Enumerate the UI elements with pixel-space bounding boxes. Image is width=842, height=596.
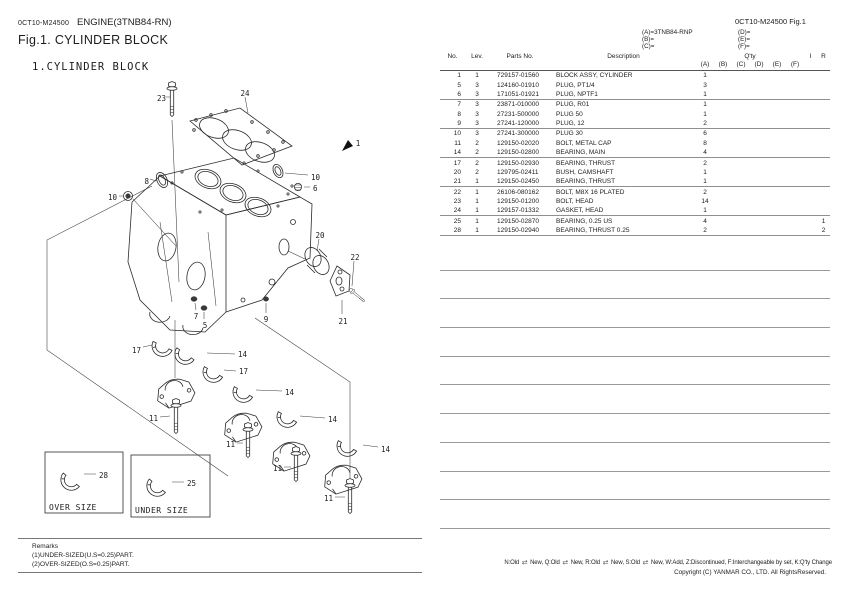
cell-no: 28 (453, 226, 461, 234)
table-row (440, 216, 830, 226)
cell-part-no: 129150-02930 (497, 159, 539, 167)
document-code: 0CT10-M24500 (18, 20, 70, 27)
cell-part-no: 23871-010000 (497, 101, 539, 109)
callout-11: 11 (148, 414, 158, 423)
cell-part-no: 129157-01332 (497, 207, 539, 215)
col-header-qty-f: (F) (790, 61, 800, 68)
callout-17: 17 (131, 346, 141, 355)
cell-lev: 1 (475, 226, 479, 234)
legend-text: New, S:Old (610, 560, 640, 566)
cell-lev: 2 (475, 140, 479, 148)
table-row (440, 187, 830, 197)
legend-text: New, Q:Old (530, 560, 560, 566)
cell-part-no: 129150-02870 (497, 217, 539, 225)
callout-17: 17 (239, 367, 249, 376)
head-bolt-illustration (167, 82, 177, 117)
col-header-qty-a: (A) (700, 61, 710, 68)
cell-desc: BEARING, THRUST 0.25 (556, 226, 630, 234)
callout-14: 14 (238, 350, 248, 359)
cell-qty-a: 2 (703, 188, 707, 196)
cell-part-no: 129150-02020 (497, 140, 539, 148)
callout-11: 11 (323, 494, 333, 503)
cell-lev: 3 (475, 82, 479, 90)
engine-title: ENGINE(3TNB84-RN) (77, 17, 172, 28)
callout-10: 10 (107, 193, 117, 202)
cell-desc: PLUG, 12 (556, 120, 585, 128)
col-header-i: I (809, 53, 812, 60)
cell-no: 25 (453, 217, 461, 225)
cell-qty-a: 3 (703, 82, 707, 90)
code-c: (C)= (642, 43, 655, 50)
old-new-swap-icon: ⇄ (602, 559, 609, 567)
cell-qty-a: 4 (703, 149, 707, 157)
cell-lev: 1 (475, 198, 479, 206)
under-size-label: UNDER SIZE (135, 506, 189, 515)
cell-qty-a: 14 (701, 198, 709, 206)
table-row (440, 100, 830, 110)
col-header-parts: Parts No. (506, 53, 534, 60)
model-codes-abc (642, 29, 693, 50)
cell-part-no: 27241-300000 (497, 130, 539, 138)
col-header-qty-e: (E) (772, 61, 782, 68)
cylinder-block-exploded-diagram (0, 50, 430, 530)
cylinder-block-illustration (128, 158, 312, 335)
cell-part-no: 129795-02411 (497, 169, 539, 177)
col-header-qty-c: (C) (736, 61, 746, 68)
cell-qty-a: 2 (703, 120, 707, 128)
table-row (440, 149, 830, 159)
cell-no: 6 (457, 91, 461, 99)
table-row (440, 207, 830, 217)
legend-text: New, W:Add, Z:Discontinued, F:Interchangeable by set, K:Q'ty Change (650, 560, 832, 566)
cell-no: 14 (453, 149, 461, 157)
copyright-text: Copyright (C) YANMAR CO., LTD. All RightsReserved. (674, 569, 826, 576)
cell-no: 11 (454, 140, 461, 148)
head-gasket-illustration (190, 108, 292, 166)
over-size-label: OVER SIZE (49, 503, 97, 512)
under-size-box (131, 455, 210, 517)
cell-part-no: 27241-120000 (497, 120, 539, 128)
cell-part-no: 129150-02450 (497, 178, 539, 186)
header-left (18, 12, 172, 47)
diagram-section-title: 1.CYLINDER BLOCK (32, 61, 150, 73)
cell-qty-a: 1 (703, 101, 707, 109)
table-row (440, 110, 830, 120)
cup-plug-10-right (271, 163, 285, 179)
table-row (440, 226, 830, 236)
callout-23: 23 (156, 94, 166, 103)
cell-part-no: 129150-02800 (497, 149, 539, 157)
old-new-swap-icon: ⇄ (521, 559, 528, 567)
cell-desc: BOLT, HEAD (556, 198, 594, 206)
cell-desc: GASKET, HEAD (556, 207, 604, 215)
col-header-lev: Lev. (471, 53, 483, 60)
cell-part-no: 729157-01560 (497, 72, 539, 80)
plug-6 (294, 183, 301, 190)
table-row (440, 90, 830, 100)
plug-10-left (124, 192, 133, 201)
cell-no: 23 (453, 198, 461, 206)
cell-lev: 3 (475, 91, 479, 99)
table-row (440, 119, 830, 129)
cell-no: 10 (453, 130, 461, 138)
callout-7: 7 (193, 312, 199, 321)
code-a: (A)=3TNB84-RNP (642, 29, 693, 36)
cell-lev: 1 (475, 72, 479, 80)
callout-11: 11 (225, 440, 235, 449)
plate-bolt-illustration (348, 287, 366, 304)
empty-table-rules (440, 242, 830, 529)
cell-desc: PLUG, PT1/4 (556, 82, 595, 90)
status-legend (440, 558, 832, 566)
callout-25: 25 (187, 479, 197, 488)
cell-part-no: 27231-500000 (497, 111, 539, 119)
cell-r: 1 (821, 217, 826, 225)
bearing-caps (153, 375, 364, 496)
cell-lev: 3 (475, 120, 479, 128)
cell-lev: 2 (475, 169, 479, 177)
old-new-swap-icon: ⇄ (642, 559, 649, 567)
cell-no: 24 (453, 207, 461, 215)
cell-no: 9 (457, 120, 461, 128)
cell-part-no: 26106-080162 (497, 188, 539, 196)
callout-11: 11 (272, 464, 282, 473)
col-header-no: No. (447, 53, 458, 60)
cell-qty-a: 8 (703, 140, 707, 148)
cell-qty-a: 4 (703, 217, 707, 225)
callout-9: 9 (263, 315, 269, 324)
code-e: (E)= (738, 36, 751, 43)
callout-20: 20 (315, 231, 325, 240)
callout-14: 14 (285, 388, 295, 397)
cell-desc: BEARING, THRUST (556, 159, 616, 167)
cell-desc: BEARING, 0.25 US (556, 217, 613, 225)
figure-title: Fig.1. CYLINDER BLOCK (18, 33, 169, 47)
cell-no: 20 (453, 169, 461, 177)
cell-qty-a: 2 (703, 159, 707, 167)
cell-lev: 1 (475, 178, 479, 186)
direction-arrow (342, 140, 353, 151)
parts-table-body (440, 71, 830, 236)
cell-no: 8 (457, 111, 461, 119)
table-row (440, 139, 830, 149)
cell-lev: 2 (475, 149, 479, 157)
cell-lev: 2 (475, 159, 479, 167)
legend-text: New, R:Old (570, 560, 601, 566)
cell-lev: 1 (475, 217, 479, 225)
code-f: (F)= (738, 43, 750, 50)
callout-14: 14 (328, 415, 338, 424)
camshaft-bush-illustration (302, 245, 333, 278)
header-right-code: 0CT10-M24500 Fig.1 (735, 17, 806, 26)
cell-desc: PLUG, NPTF1 (556, 91, 598, 99)
cell-desc: PLUG 30 (556, 130, 583, 138)
cell-qty-a: 1 (703, 72, 707, 80)
table-row (440, 71, 830, 81)
callout-8: 8 (144, 177, 149, 186)
cell-no: 5 (457, 82, 461, 90)
cell-desc: BLOCK ASSY, CYLINDER (556, 72, 633, 80)
plug-5 (201, 306, 207, 311)
callout-1: 1 (355, 139, 361, 148)
cell-desc: PLUG, R01 (556, 101, 590, 109)
code-b: (B)= (642, 36, 655, 43)
cell-no: 1 (457, 72, 461, 80)
cell-qty-a: 6 (703, 130, 707, 138)
callout-5: 5 (202, 321, 208, 330)
callout-22: 22 (350, 253, 360, 262)
cell-no: 22 (453, 188, 461, 196)
model-codes-def (738, 29, 750, 50)
cell-desc: BUSH, CAMSHAFT (556, 169, 614, 177)
cell-r: 2 (821, 226, 826, 234)
cell-desc: BEARING, THRUST (556, 178, 616, 186)
cell-desc: PLUG 50 (556, 111, 583, 119)
cell-lev: 3 (475, 111, 479, 119)
callout-6: 6 (313, 184, 318, 193)
cell-no: 7 (457, 101, 461, 109)
leader-lines (47, 97, 378, 497)
cell-no: 17 (453, 159, 461, 167)
table-row (440, 178, 830, 188)
table-row (440, 129, 830, 139)
cell-part-no: 129150-02940 (497, 226, 539, 234)
cell-lev: 3 (475, 101, 479, 109)
parts-table (440, 53, 830, 236)
callout-labels (99, 89, 391, 503)
plug-7 (191, 297, 197, 302)
col-header-r: R (821, 53, 826, 60)
cup-plug-8 (154, 171, 170, 190)
thrust-bearing-plate-illustration (330, 266, 350, 296)
code-d: (D)= (738, 29, 751, 36)
plug-9 (263, 297, 268, 301)
cell-lev: 1 (475, 207, 479, 215)
table-row (440, 168, 830, 178)
cell-desc: BOLT, M8X 16 PLATED (556, 188, 625, 196)
cell-no: 21 (453, 178, 461, 186)
col-header-qty: Q'ty (744, 53, 756, 60)
remarks-title: Remarks (32, 543, 59, 550)
cell-part-no: 129150-01200 (497, 198, 539, 206)
callout-28: 28 (99, 471, 109, 480)
cell-qty-a: 1 (703, 207, 707, 215)
callout-10: 10 (311, 173, 321, 182)
col-header-desc: Description (607, 53, 640, 60)
callout-14: 14 (381, 445, 391, 454)
cell-qty-a: 1 (703, 169, 707, 177)
table-row (440, 197, 830, 207)
cell-desc: BEARING, MAIN (556, 149, 606, 157)
legend-text: N:Old (504, 560, 520, 566)
cell-qty-a: 1 (703, 178, 707, 186)
remarks-line-2: (2)OVER-SIZED(O.S=0.25)PART. (32, 561, 130, 568)
cell-desc: BOLT, METAL CAP (556, 140, 612, 148)
cell-qty-a: 1 (703, 91, 707, 99)
col-header-qty-b: (B) (718, 61, 728, 68)
table-row (440, 81, 830, 91)
parts-table-header (440, 53, 830, 71)
cell-qty-a: 1 (703, 111, 707, 119)
cell-lev: 3 (475, 130, 479, 138)
cell-part-no: 171051-01921 (497, 91, 539, 99)
old-new-swap-icon: ⇄ (562, 559, 569, 567)
remarks-block (18, 538, 422, 573)
cell-part-no: 124160-01910 (497, 82, 539, 90)
over-size-box (45, 452, 123, 513)
callout-21: 21 (338, 317, 348, 326)
remarks-line-1: (1)UNDER-SIZED(U.S=0.25)PART. (32, 552, 134, 559)
cell-qty-a: 2 (703, 226, 707, 234)
table-row (440, 158, 830, 168)
col-header-qty-d: (D) (754, 61, 764, 68)
cell-lev: 1 (475, 188, 479, 196)
callout-24: 24 (240, 89, 250, 98)
